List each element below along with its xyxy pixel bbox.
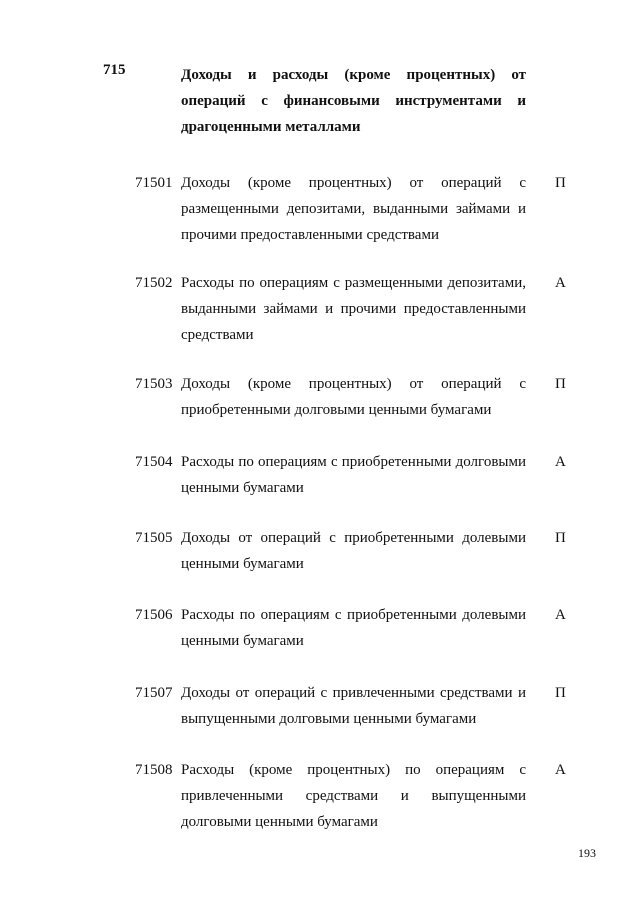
- section-code: 715: [103, 62, 126, 78]
- account-description: Доходы (кроме процентных) от операций с приобретенными долговыми ценными бумагами: [181, 376, 526, 418]
- account-code: 71501: [135, 175, 173, 191]
- account-type: А: [555, 275, 566, 291]
- account-description: Расходы по операциям с приобретенными долевыми ценными бумагами: [181, 607, 526, 649]
- account-type: П: [555, 376, 566, 392]
- account-description: Расходы по операциям с размещенными депозитами, выданными займами и прочими предоставленными средствами: [181, 275, 526, 343]
- account-code: 71507: [135, 685, 173, 701]
- account-code: 71503: [135, 376, 173, 392]
- account-type: П: [555, 530, 566, 546]
- account-code: 71505: [135, 530, 173, 546]
- account-code: 71502: [135, 275, 173, 291]
- account-type: П: [555, 685, 566, 701]
- account-code: 71508: [135, 762, 173, 778]
- account-description: Доходы от операций с привлеченными средствами и выпущенными долговыми ценными бумагами: [181, 685, 526, 727]
- page-number: 193: [578, 846, 596, 860]
- account-description: Расходы по операциям с приобретенными долговыми ценными бумагами: [181, 454, 526, 496]
- account-type: П: [555, 175, 566, 191]
- account-code: 71504: [135, 454, 173, 470]
- account-description: Расходы (кроме процентных) по операциям с привлеченными средствами и выпущенными долговыми ценными бумагами: [181, 762, 526, 830]
- account-description: Доходы (кроме процентных) от операций с размещенными депозитами, выданными займами и прочими предоставленными средствами: [181, 175, 526, 243]
- account-type: А: [555, 762, 566, 778]
- account-description: Доходы от операций с приобретенными долевыми ценными бумагами: [181, 530, 526, 572]
- account-type: А: [555, 454, 566, 470]
- account-type: А: [555, 607, 566, 623]
- account-code: 71506: [135, 607, 173, 623]
- section-title: Доходы и расходы (кроме процентных) от операций с финансовыми инструментами и драгоценными металлами: [181, 67, 526, 135]
